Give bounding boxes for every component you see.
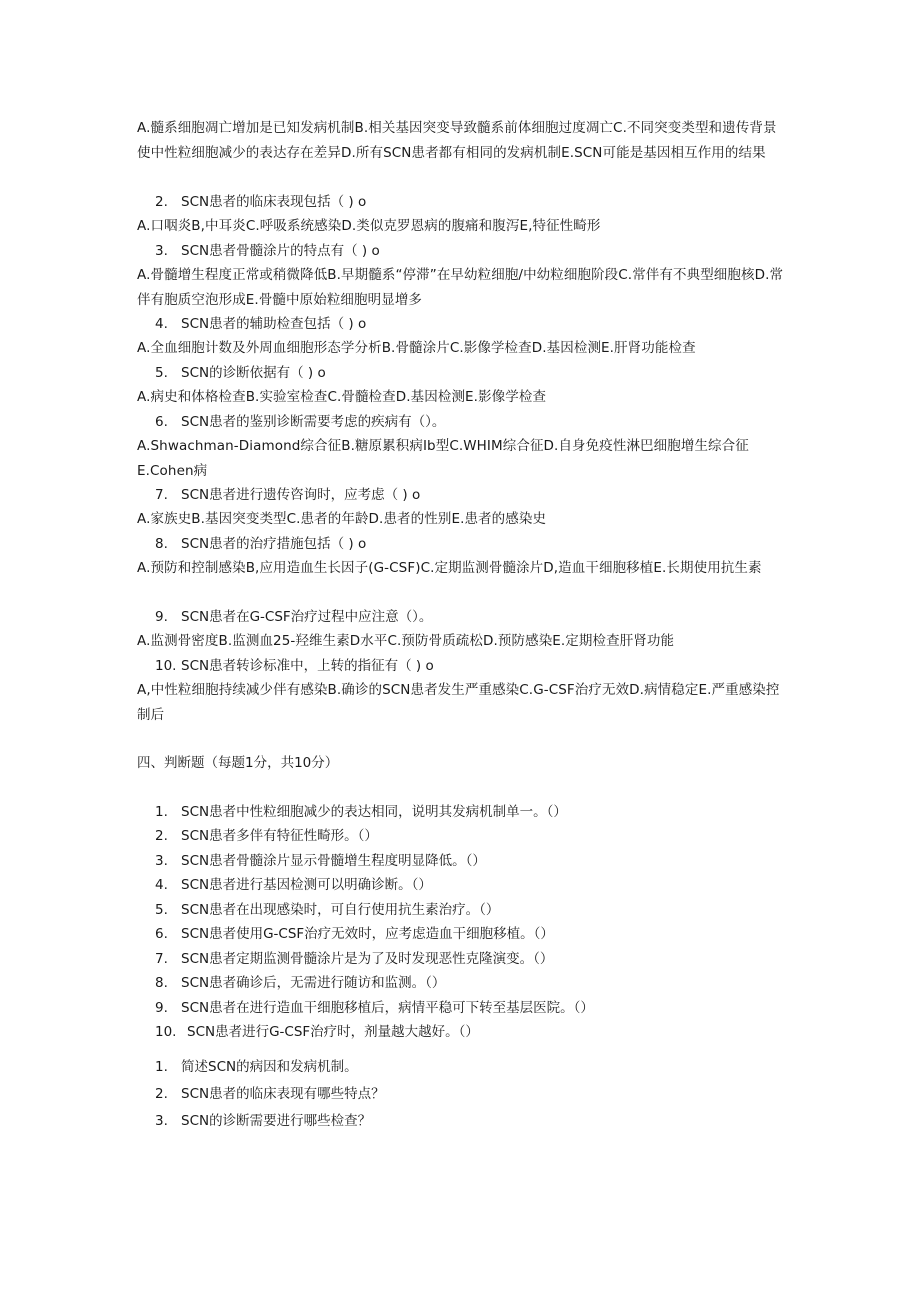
tf-question-2 <box>155 824 785 849</box>
question-number: 10. <box>155 1024 177 1040</box>
question-text: SCN患者转诊标准中，上转的指征有（ ) o <box>181 658 434 674</box>
tf-question-9 <box>155 996 785 1021</box>
question-number: 1. <box>155 804 168 820</box>
question-number: 10. <box>155 658 177 674</box>
mc-question-5 <box>155 361 785 386</box>
question-number: 1. <box>155 1059 168 1075</box>
question-number: 5. <box>155 902 168 918</box>
question-number: 6. <box>155 414 168 430</box>
tf-question-5 <box>155 898 785 923</box>
mc-question-3 <box>155 239 785 264</box>
question-number: 7. <box>155 951 168 967</box>
question-text: SCN的诊断需要进行哪些检查？ <box>181 1113 372 1129</box>
question-number: 2. <box>155 1086 168 1102</box>
sa-question-2 <box>155 1082 785 1107</box>
question-number: 7. <box>155 487 168 503</box>
tf-question-4 <box>155 873 785 898</box>
question-text: 简述SCN的病因和发病机制。 <box>181 1059 358 1075</box>
mc-options-4: A.全血细胞计数及外周血细胞形态学分析B.骨髓涂片C.影像学检查D.基因检测E.肝肾功能检查 <box>137 340 696 356</box>
question-text: SCN患者进行G-CSF治疗时，剂量越大越好。（） <box>187 1024 479 1040</box>
question-text: SCN患者的辅助检查包括（ ) o <box>181 316 367 332</box>
mc-question-8 <box>155 532 785 557</box>
question-text: SCN患者的鉴别诊断需要考虑的疾病有（）。 <box>181 414 446 430</box>
question-text: SCN患者的临床表现包括（ ) o <box>181 194 367 210</box>
mc-options-6: A.Shwachman-Diamond综合征B.糖原累积病Ib型C.WHIM综合征D.自身免疫性淋巴细胞增生综合征E.Cohen病 <box>137 438 749 479</box>
question-number: 3. <box>155 1113 168 1129</box>
question-text: SCN患者定期监测骨髓涂片是为了及时发现恶性克隆演变。（） <box>181 951 554 967</box>
mc-options-8: A.预防和控制感染B,应用造血生长因子(G-CSF)C.定期监测骨髓涂片D,造血干细胞移植E.长期使用抗生素 <box>137 560 762 576</box>
section-heading-true-false: 四、判断题（每题1分，共10分） <box>137 755 339 771</box>
mc-options-9: A.监测骨密度B.监测血25-羟维生素D水平C.预防骨质疏松D.预防感染E.定期检查肝肾功能 <box>137 633 675 649</box>
question-number: 2. <box>155 828 168 844</box>
tf-question-6 <box>155 922 785 947</box>
tf-question-3 <box>155 849 785 874</box>
sa-question-1 <box>155 1055 785 1080</box>
question-text: SCN患者在进行造血干细胞移植后，病情平稳可下转至基层医院。（） <box>181 1000 594 1016</box>
question-number: 9. <box>155 609 168 625</box>
mc-question-6 <box>155 410 785 435</box>
question-text: SCN患者骨髓涂片的特点有（ ) o <box>181 243 380 259</box>
tf-question-7 <box>155 947 785 972</box>
sa-question-3 <box>155 1109 785 1134</box>
question-number: 2. <box>155 194 168 210</box>
mc-question-7 <box>155 483 785 508</box>
question-text: SCN患者在出现感染时，可自行使用抗生素治疗。（） <box>181 902 500 918</box>
question-text: SCN患者中性粒细胞减少的表达相同，说明其发病机制单一。（） <box>181 804 567 820</box>
question-text: SCN患者的临床表现有哪些特点？ <box>181 1086 385 1102</box>
mc-question-9 <box>155 605 785 630</box>
mc-options-3: A.骨髓增生程度正常或稍微降低B.早期髓系“停滞”在早幼粒细胞/中幼粒细胞阶段C.常伴有不典型细胞核D.常伴有胞质空泡形成E.骨髓中原始粒细胞明显增多 <box>137 267 784 308</box>
question-text: SCN患者确诊后，无需进行随访和监测。（） <box>181 975 446 991</box>
question-number: 4. <box>155 316 168 332</box>
question-text: SCN患者的治疗措施包括（ ) o <box>181 536 367 552</box>
question-number: 6. <box>155 926 168 942</box>
question-number: 8. <box>155 975 168 991</box>
mc-options-5: A.病史和体格检查B.实验室检查C.骨髓检查D.基因检测E.影像学检查 <box>137 389 547 405</box>
mc-options-10: A,中性粒细胞持续减少伴有感染B.确诊的SCN患者发生严重感染C.G-CSF治疗无效D.病情稳定E.严重感染控制后 <box>137 682 780 723</box>
options-paragraph-prev: A.髓系细胞凋亡增加是已知发病机制B.相关基因突变导致髓系前体细胞过度凋亡C.不同突变类型和遗传背景使中性粒细胞减少的表达存在差异D.所有SCN患者都有相同的发病机制E.SCN可能是基因相互作用的结果 <box>137 120 777 161</box>
mc-options-2: A.口咽炎B,中耳炎C.呼吸系统感染D.类似克罗恩病的腹痛和腹泻E,特征性畸形 <box>137 218 601 234</box>
question-text: SCN的诊断依据有（ ) o <box>181 365 326 381</box>
question-number: 5. <box>155 365 168 381</box>
mc-question-4 <box>155 312 785 337</box>
tf-question-10 <box>155 1020 785 1045</box>
question-number: 3. <box>155 853 168 869</box>
question-text: SCN患者在G-CSF治疗过程中应注意（）。 <box>181 609 433 625</box>
question-number: 3. <box>155 243 168 259</box>
question-number: 4. <box>155 877 168 893</box>
mc-question-10 <box>155 654 785 679</box>
tf-question-8 <box>155 971 785 996</box>
question-text: SCN患者进行基因检测可以明确诊断。（） <box>181 877 432 893</box>
question-text: SCN患者进行遗传咨询时，应考虑（ ) o <box>181 487 421 503</box>
question-text: SCN患者多伴有特征性畸形。（） <box>181 828 378 844</box>
mc-question-2 <box>155 190 785 215</box>
question-text: SCN患者骨髓涂片显示骨髓增生程度明显降低。（） <box>181 853 486 869</box>
question-number: 8. <box>155 536 168 552</box>
mc-options-7: A.家族史B.基因突变类型C.患者的年龄D.患者的性别E.患者的感染史 <box>137 511 547 527</box>
question-number: 9. <box>155 1000 168 1016</box>
question-text: SCN患者使用G-CSF治疗无效时，应考虑造血干细胞移植。（） <box>181 926 554 942</box>
tf-question-1 <box>155 800 785 825</box>
